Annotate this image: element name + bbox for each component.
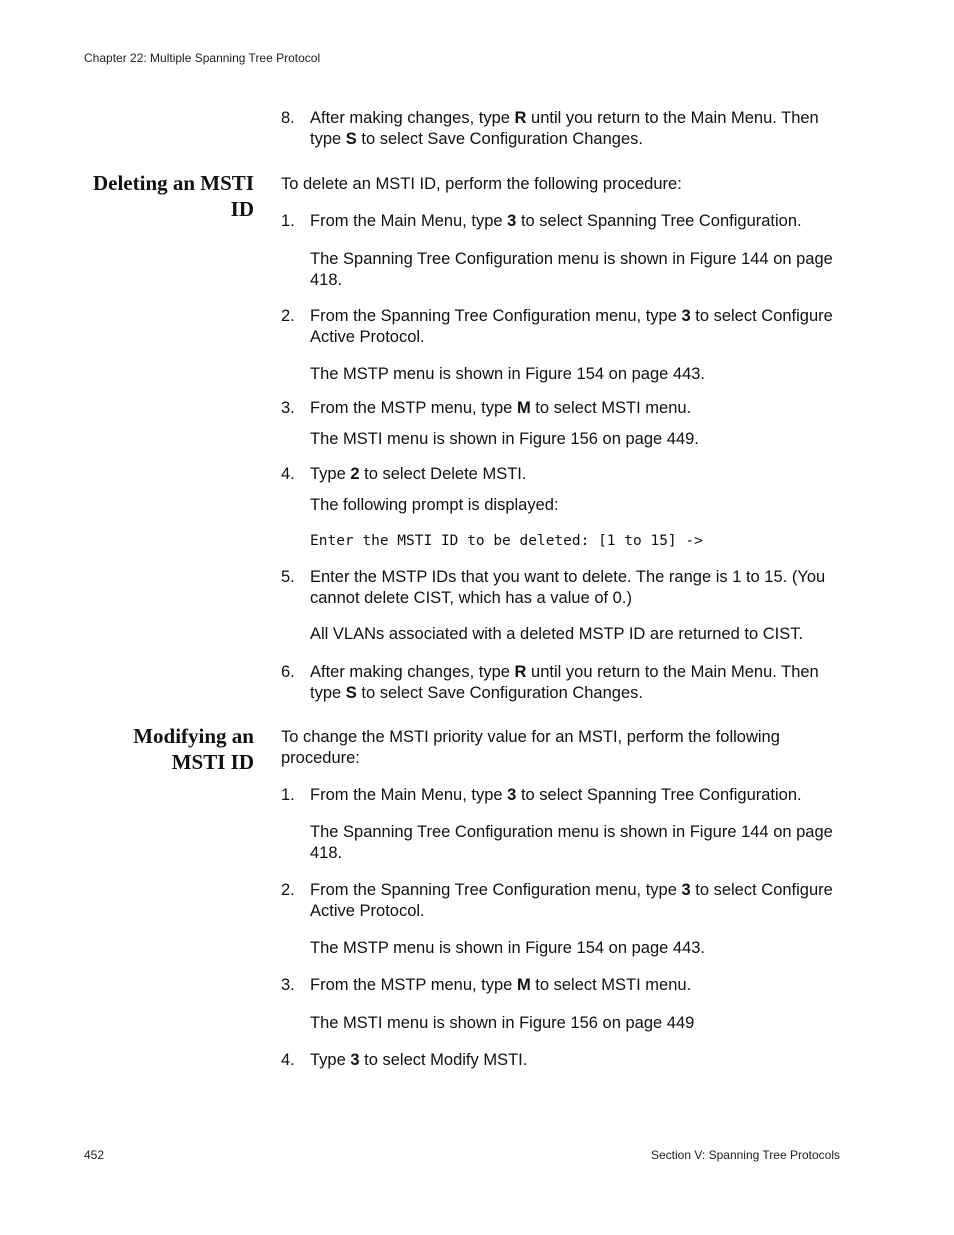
page-number: 452 [84,1148,105,1162]
step-number: 2. [281,307,295,325]
step-text: From the MSTP menu, type M to select MSTI menu. [310,976,692,994]
running-header: Chapter 22: Multiple Spanning Tree Protocol [84,51,321,65]
step-note: The following prompt is displayed: [310,496,559,514]
step-note: The MSTI menu is shown in Figure 156 on page 449 [310,1014,695,1032]
step-text: From the Main Menu, type 3 to select Spanning Tree Configuration. [310,786,802,804]
step-text: From the Spanning Tree Configuration menu, type 3 to select Configure Active Protocol. [310,881,833,920]
list-item-step-2 [281,880,851,921]
list-item-step-8 [281,108,851,149]
step-number: 1. [281,212,295,230]
step-note: All VLANs associated with a deleted MSTP ID are returned to CIST. [310,625,804,643]
list-item-step-5 [281,567,851,608]
step-note: The Spanning Tree Configuration menu is shown in Figure 144 on page 418. [310,250,833,289]
step-number: 2. [281,881,295,899]
section-heading-deleting: Deleting an MSTI ID [92,171,254,221]
list-item-step-4 [281,464,851,485]
list-item-step-1 [281,211,851,232]
list-item-step-3 [281,975,851,996]
list-item-step-6 [281,662,851,703]
key-r: R [514,109,527,127]
step-note: The MSTP menu is shown in Figure 154 on page 443. [310,939,706,957]
step-text: Enter the MSTP IDs that you want to delete. The range is 1 to 15. (You cannot delete CIST, which has a value of 0.) [310,568,826,607]
running-footer: Section V: Spanning Tree Protocols [651,1148,840,1162]
step-number: 8. [281,109,295,127]
step-number: 3. [281,399,295,417]
deleting-intro: To delete an MSTI ID, perform the following procedure: [281,175,682,193]
step-text: From the MSTP menu, type M to select MSTI menu. [310,399,692,417]
list-item-step-4 [281,1050,851,1071]
step-number: 6. [281,663,295,681]
step-note: The Spanning Tree Configuration menu is shown in Figure 144 on page 418. [310,823,833,862]
step-number: 5. [281,568,295,586]
list-item-step-1 [281,785,851,806]
step-number: 4. [281,465,295,483]
step-text: Type 3 to select Modify MSTI. [310,1051,528,1069]
list-item-step-2 [281,306,851,347]
step-number: 4. [281,1051,295,1069]
step-text: Type 2 to select Delete MSTI. [310,465,527,483]
step-note: The MSTI menu is shown in Figure 156 on page 449. [310,430,699,448]
step-text: From the Main Menu, type 3 to select Spanning Tree Configuration. [310,212,802,230]
list-item-step-3 [281,398,851,419]
step-text: After making changes, type R until you return to the Main Menu. Then type S to select Save Configuration Changes. [310,663,819,702]
step-text: After making changes, type R until you return to the Main Menu. Then type S to select Save Configuration Changes. [310,109,819,148]
step-number: 1. [281,786,295,804]
section-heading-modifying: Modifying an MSTI ID [133,724,254,774]
key-s: S [345,129,357,148]
step-text: From the Spanning Tree Configuration menu, type 3 to select Configure Active Protocol. [310,307,833,346]
step-note: The MSTP menu is shown in Figure 154 on page 443. [310,365,706,383]
step-number: 3. [281,976,295,994]
prompt-code: Enter the MSTI ID to be deleted: [1 to 15] -> [310,533,703,549]
modifying-intro: To change the MSTI priority value for an MSTI, perform the following procedure: [281,728,780,767]
